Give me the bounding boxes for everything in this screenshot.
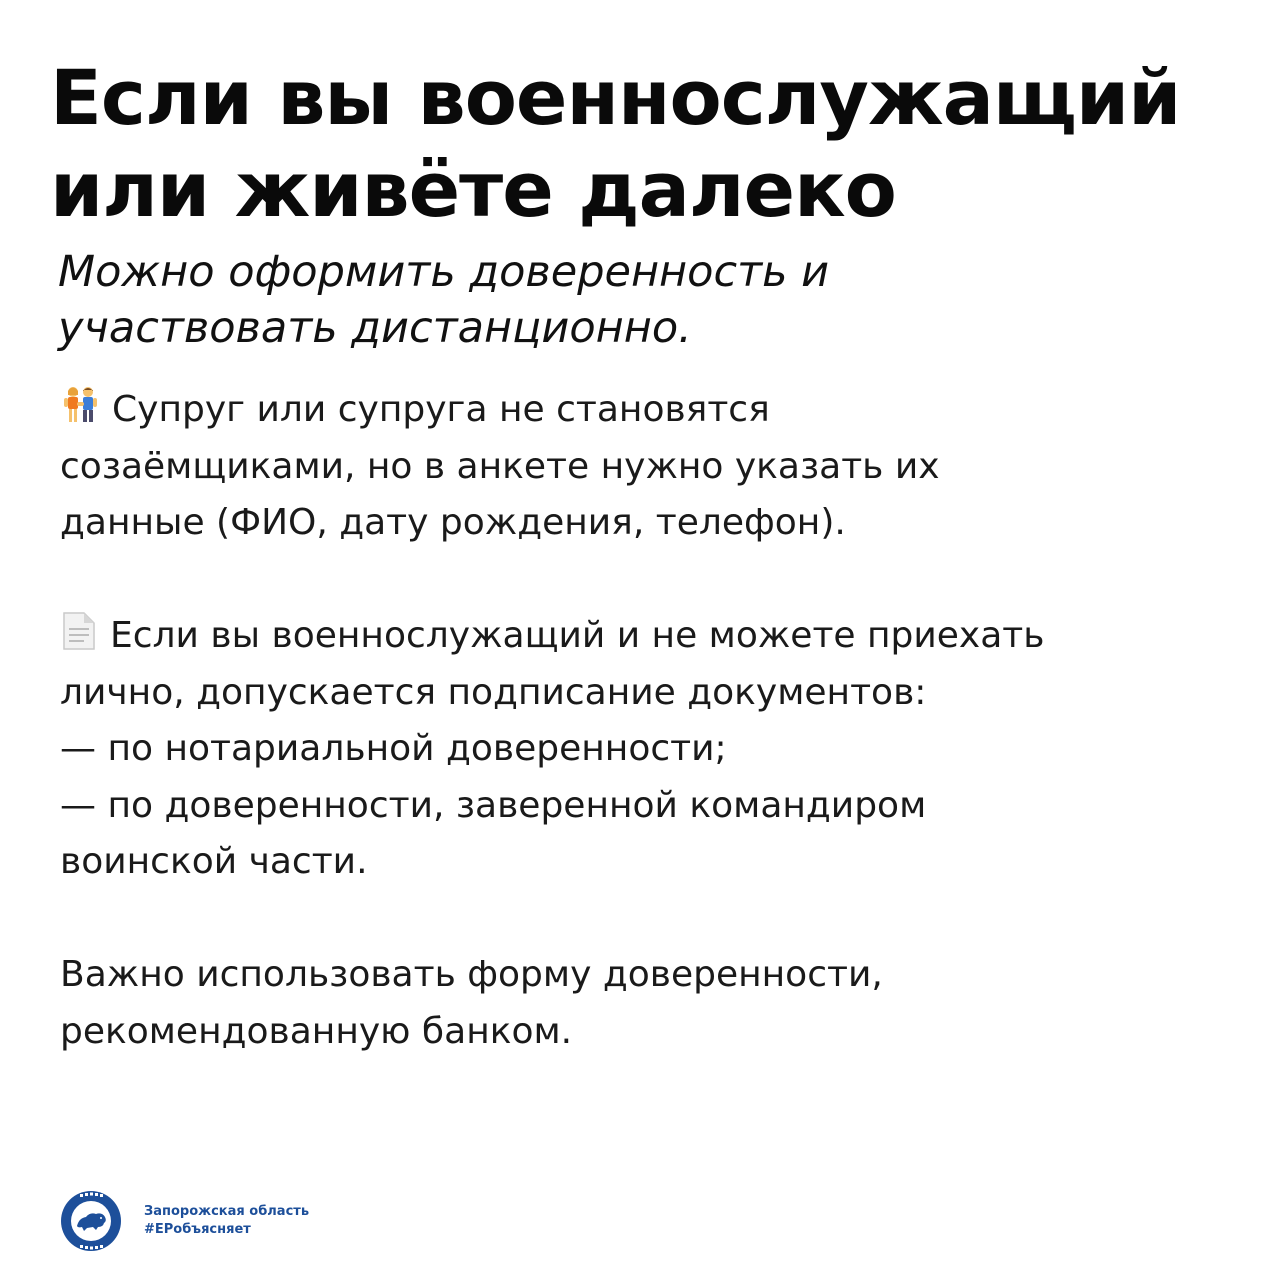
- headline-line-2: или живёте далеко: [50, 145, 896, 234]
- paragraph-spouse: [60, 382, 1250, 552]
- important-line-1: Важно использовать форму доверенности,: [60, 954, 883, 995]
- headline: [50, 52, 1250, 236]
- subtitle-line-1: Можно оформить доверенность и: [58, 247, 830, 297]
- spouse-line-3: данные (ФИО, дату рождения, телефон).: [60, 502, 846, 543]
- military-line-1: Если вы военнослужащий и не можете приехать: [110, 615, 1045, 656]
- footer-text: [144, 1203, 309, 1239]
- spouse-line-2: созаёмщиками, но в анкете нужно указать их: [60, 445, 940, 487]
- spacer: [60, 552, 1250, 609]
- subtitle: [58, 244, 1238, 356]
- footer-hashtag: #ЕРобъясняет: [144, 1222, 251, 1237]
- footer-region: Запорожская область: [144, 1204, 310, 1219]
- united-russia-logo-icon: [60, 1190, 122, 1252]
- military-line-4: — по доверенности, заверенной командиром: [60, 784, 927, 826]
- subtitle-line-2: участвовать дистанционно.: [58, 303, 692, 353]
- footer: [60, 1190, 309, 1252]
- paragraph-military: [60, 608, 1250, 891]
- document-icon: [60, 611, 98, 651]
- headline-line-1: Если вы военнослужащий: [50, 53, 1181, 142]
- couple-icon: [60, 385, 100, 425]
- spacer: [60, 891, 1250, 948]
- important-line-2: рекомендованную банком.: [60, 1010, 573, 1052]
- military-line-3: — по нотариальной доверенности;: [60, 728, 727, 769]
- military-line-5: воинской части.: [60, 841, 368, 882]
- spouse-line-1: Супруг или супруга не становятся: [112, 389, 770, 430]
- body-text: [60, 382, 1250, 1060]
- paragraph-important: [60, 947, 1250, 1060]
- military-line-2: лично, допускается подписание документов:: [60, 671, 927, 713]
